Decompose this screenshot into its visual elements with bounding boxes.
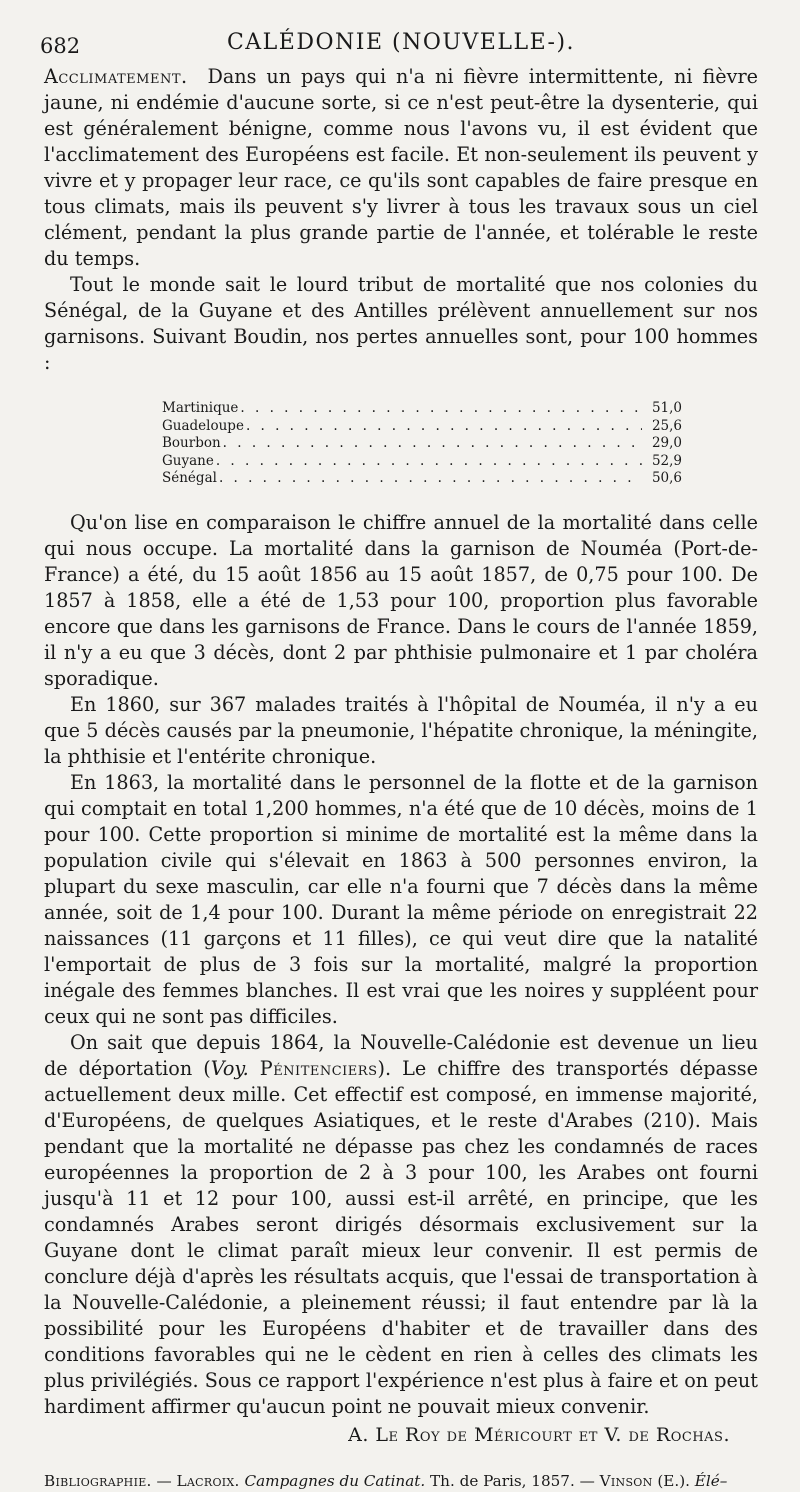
- table-place: Sénégal: [162, 470, 217, 486]
- table-value: 29,0: [651, 435, 682, 451]
- paragraph-text-a: On sait que depuis 1864, la Nouvelle-Calédonie est devenue un lieu de déportation (: [44, 1030, 758, 1080]
- paragraph-text: Dans un pays qui n'a ni fièvre intermittente, ni fièvre jaune, ni endémie d'aucune sorte, si ce n'est peut-être la dysenterie, qui est généralement bénigne, comme nous l'avons vu, il est évident que l'acclimatement des Européens est facile. Et non-seulement ils peuvent y vivre et y propager leur race, ce qu'ils sont capables de faire presque en tous climats, mais ils peuvent s'y livrer à tous les travaux sous un ciel clément, pendant la plus grande partie de l'année, et tolérable le reste du temps.: [44, 65, 758, 270]
- paragraph-mortality-intro: Tout le monde sait le lourd tribut de mortalité que nos colonies du Sénégal, de la Guyane et des Antilles prélèvent annuellement sur nos garnisons. Suivant Boudin, nos pertes annuelles sont, pour 100 hommes :: [44, 273, 758, 374]
- table-row: [162, 470, 682, 488]
- table-place: Bourbon: [162, 435, 221, 451]
- cross-reference: Pénitenciers: [259, 1056, 378, 1080]
- author-signature: A. Le Roy de Méricourt et V. de Rochas.: [348, 1423, 730, 1446]
- table-row: [162, 418, 682, 436]
- bibliography-work-2: Élé–: [694, 1471, 728, 1490]
- bibliography-dash: —: [151, 1471, 177, 1490]
- paragraph-deportation: [44, 1030, 758, 1420]
- bibliography-work-1: Campagnes du Catinat.: [244, 1471, 426, 1490]
- paragraph-1863: En 1863, la mortalité dans le personnel de la flotte et de la garnison qui comptait en total 1,200 hommes, n'a été que de 10 décès, moins de 1 pour 100. Cette proportion si minime de mortalité est la même dans la population civile qui s'élevait en 1863 à 500 personnes environ, la plupart du sexe masculin, car elle n'a fourni que 7 décès dans la même année, soit de 1,4 pour 100. Durant la même période on enregistrait 22 naissances (11 garçons et 11 filles), ce qui veut dire que la natalité l'emportait de plus de 3 fois sur la mortalité, malgré la proportion inégale des femmes blanches. Il est vrai que les noires y suppléent pour ceux qui ne sont pas difficiles.: [44, 770, 758, 1028]
- bibliography-author-2: Vinson: [599, 1471, 653, 1490]
- table-place: Guyane: [162, 452, 214, 469]
- paragraph-acclimatement: [44, 64, 758, 272]
- dot-leader: [216, 453, 642, 471]
- dot-leader: [223, 435, 642, 453]
- table-row: [162, 453, 682, 471]
- see-reference: Voy.: [210, 1056, 249, 1080]
- bibliography-details-1: Th. de Paris, 1857. —: [425, 1471, 600, 1490]
- bibliography-author-1: Lacroix.: [176, 1471, 240, 1490]
- table-place: Guadeloupe: [162, 417, 244, 434]
- bibliography-details-2: (E.).: [652, 1471, 695, 1490]
- bibliography-line: [44, 1470, 758, 1492]
- section-lead: Acclimatement.: [44, 65, 188, 88]
- dot-leader: [219, 470, 642, 488]
- bibliography-label: Bibliographie.: [44, 1471, 152, 1490]
- dot-leader: [240, 400, 642, 418]
- table-row: [162, 400, 682, 418]
- table-value: 50,6: [651, 470, 682, 486]
- page-number: 682: [40, 34, 81, 58]
- table-row: [162, 435, 682, 453]
- mortality-table: [162, 400, 682, 488]
- table-value: 25,6: [651, 417, 682, 434]
- table-place: Martinique: [162, 400, 239, 416]
- running-title: CALÉDONIE (NOUVELLE-).: [226, 30, 576, 55]
- page-header: [40, 28, 758, 64]
- paragraph-noumea-garrison: Qu'on lise en comparaison le chiffre annuel de la mortalité dans celle qui nous occupe. La mortalité dans la garnison de Nouméa (Port-de-France) a été, du 15 août 1856 au 15 août 1857, de 0,75 pour 100. De 1857 à 1858, elle a été de 1,53 pour 100, proportion plus favorable encore que dans les garnisons de France. Dans le cours de l'année 1859, il n'y a eu que 3 décès, dont 2 par phthisie pulmonaire et 1 par choléra sporadique.: [44, 510, 758, 690]
- paragraph-1860: En 1860, sur 367 malades traités à l'hôpital de Nouméa, il n'y a eu que 5 décès causés par la pneumonie, l'hépatite chronique, la méningite, la phthisie et l'entérite chronique.: [44, 692, 758, 768]
- table-value: 52,9: [651, 452, 682, 469]
- dot-leader: [246, 418, 642, 436]
- table-value: 51,0: [651, 400, 682, 416]
- paragraph-text-b: ). Le chiffre des transportés dépasse actuellement deux mille. Cet effectif est composé, en immense majorité, d'Européens, de quelques Asiatiques, et le reste d'Arabes (210). Mais pendant que la mortalité ne dépasse pas chez les condamnés de races européennes la proportion de 2 à 3 pour 100, les Arabes ont fourni jusqu'à 11 et 12 pour 100, aussi est-il arrêté, en principe, que les condamnés Arabes seront dirigés désormais exclusivement sur la Guyane dont le climat paraît mieux leur convenir. Il est permis de conclure déjà d'après les résultats acquis, que l'essai de transportation à la Nouvelle-Calédonie, a pleinement réussi; il faut entendre par là la possibilité pour les Européens d'habiter et de travailler dans des conditions favorables qui ne le cèdent en rien à celles des climats les plus privilégiés. Sous ce rapport l'expérience n'est plus à faire et on peut hardiment affirmer qu'aucun point ne pouvait mieux convenir.: [44, 1056, 758, 1418]
